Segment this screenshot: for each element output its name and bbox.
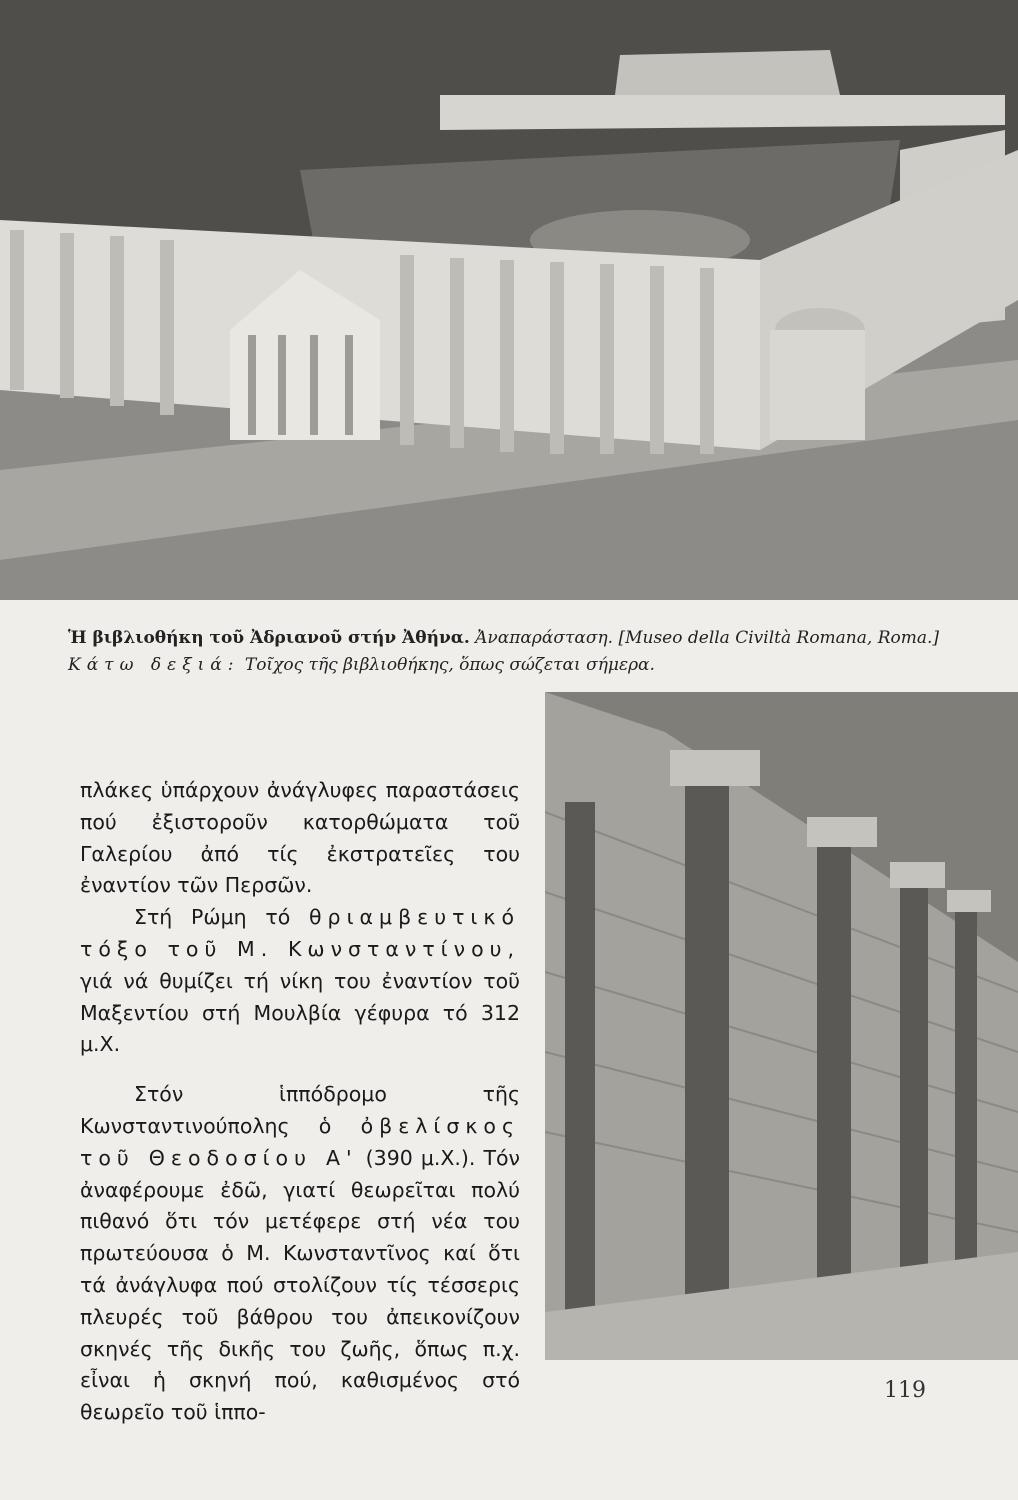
caption-source: Ἀναπαράσταση. [Museo della Civiltà Romana, Roma.] — [469, 628, 940, 648]
library-wall-photo — [545, 692, 1018, 1360]
figure-caption — [68, 625, 948, 679]
caption-description: Τοῖχος τῆς βιβλιοθήκης, ὅπως σώζεται σήμερα. — [239, 655, 655, 675]
caption-title: Ἡ βιβλιοθήκη τοῦ Ἀδριανοῦ στήν Ἀθήνα. — [68, 628, 470, 648]
obelisk-name: ὀβελίσκος τοῦ Θεοδοσίου Α' — [80, 1113, 520, 1170]
paragraph-3-end: (390 μ.Χ.). Τόν ἀναφέρουμε ἐδῶ, γιατί θεωρεῖται πολύ πιθανό ὅτι τόν μετέφερε στή νέα του πρωτεύουσα ὁ Μ. Κωνσταντῖνος καί ὅτι τά ἀνάγλυφα πού στολίζουν τίς τέσσερις πλευρές τοῦ βάθρου του ἀπεικονίζουν σκηνές τῆς δικῆς του ζωῆς, ὅπως π.χ. εἶναι ἡ σκηνή πού, καθισμένος στό θεωρεῖο τοῦ ἱππο- — [80, 1145, 520, 1425]
body-text — [80, 775, 520, 1429]
paragraph-1: πλάκες ὑπάρχουν ἀνάγλυφες παραστάσεις πού ἐξιστοροῦν κατορθώματα τοῦ Γαλερίου ἀπό τίς ἐκστρατεῖες του ἐναντίον τῶν Περσῶν. — [80, 778, 520, 898]
paragraph-3-start: Στόν ἱππόδρομο τῆς Κωνσταντινούπολης ὁ — [80, 1082, 520, 1138]
paragraph-3 — [80, 1079, 520, 1429]
library-wall-illustration — [545, 692, 1018, 1360]
arch-name: θριαμβευτικό τόξο τοῦ Μ. Κωνσταντίνου, — [80, 905, 520, 961]
page-number: 119 — [884, 1378, 926, 1403]
library-model-illustration — [0, 0, 1018, 600]
paragraph-2-end: γιά νά θυμίζει τή νίκη του ἐναντίον τοῦ Μαξεντίου στή Μουλβία γέφυρα τό 312 μ.Χ. — [80, 968, 520, 1057]
library-model-photo — [0, 0, 1018, 600]
paragraph-2 — [80, 902, 520, 1061]
paragraph-2-start: Στή Ρώμη τό — [134, 905, 310, 930]
caption-position-label: Κάτω δεξιά: — [68, 655, 240, 675]
